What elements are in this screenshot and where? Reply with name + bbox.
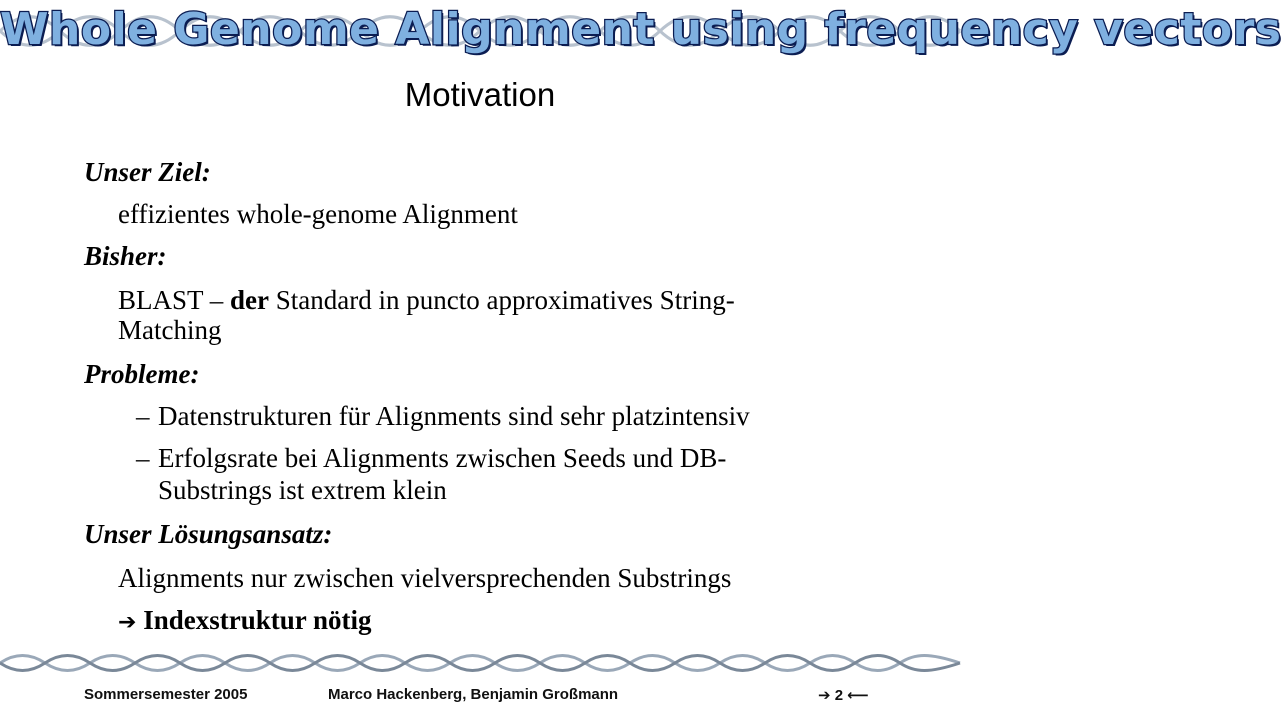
prior-text-pre: BLAST –: [118, 285, 231, 315]
solution-bold: Indexstruktur nötig: [143, 605, 372, 635]
footer-authors: Marco Hackenberg, Benjamin Großmann: [328, 686, 619, 703]
banner-title: Whole Genome Alignment using frequency vectors: [0, 4, 1282, 55]
problem-dash: –: [136, 401, 150, 431]
slide-footer: [0, 686, 960, 710]
goal-heading: Unser Ziel:: [84, 157, 211, 187]
prior-text-post: Standard in puncto approximatives String-: [269, 285, 735, 315]
slide-title: Motivation: [404, 76, 556, 113]
problems-heading: Probleme:: [84, 359, 200, 389]
footer-semester: Sommersemester 2005: [84, 686, 248, 703]
arrow-left-icon: ⟵: [847, 687, 869, 704]
arrow-right-icon: ➔: [818, 687, 831, 704]
problem-item-line2: Substrings ist extrem klein: [158, 475, 447, 505]
title-banner: [0, 0, 1282, 62]
dna-strand-bottom: [0, 648, 960, 678]
prior-text-line2: Matching: [118, 315, 222, 345]
prior-heading: Bisher:: [84, 241, 167, 271]
solution-text: Alignments nur zwischen vielversprechenden Substrings: [118, 563, 732, 593]
prior-text: [118, 284, 735, 316]
page-number: 2: [834, 687, 844, 704]
footer-page: [818, 686, 869, 704]
goal-text: effizientes whole-genome Alignment: [118, 199, 518, 229]
prior-text-bold: der: [230, 285, 270, 315]
problem-item: Datenstrukturen für Alignments sind sehr platzintensiv: [158, 401, 750, 431]
problem-dash: –: [136, 443, 150, 473]
arrow-right-icon: ➔: [118, 610, 137, 635]
solution-heading: Unser Lösungsansatz:: [84, 519, 333, 549]
problem-item: Erfolgsrate bei Alignments zwischen Seeds und DB-: [158, 443, 727, 473]
solution-conclusion: [118, 604, 372, 639]
